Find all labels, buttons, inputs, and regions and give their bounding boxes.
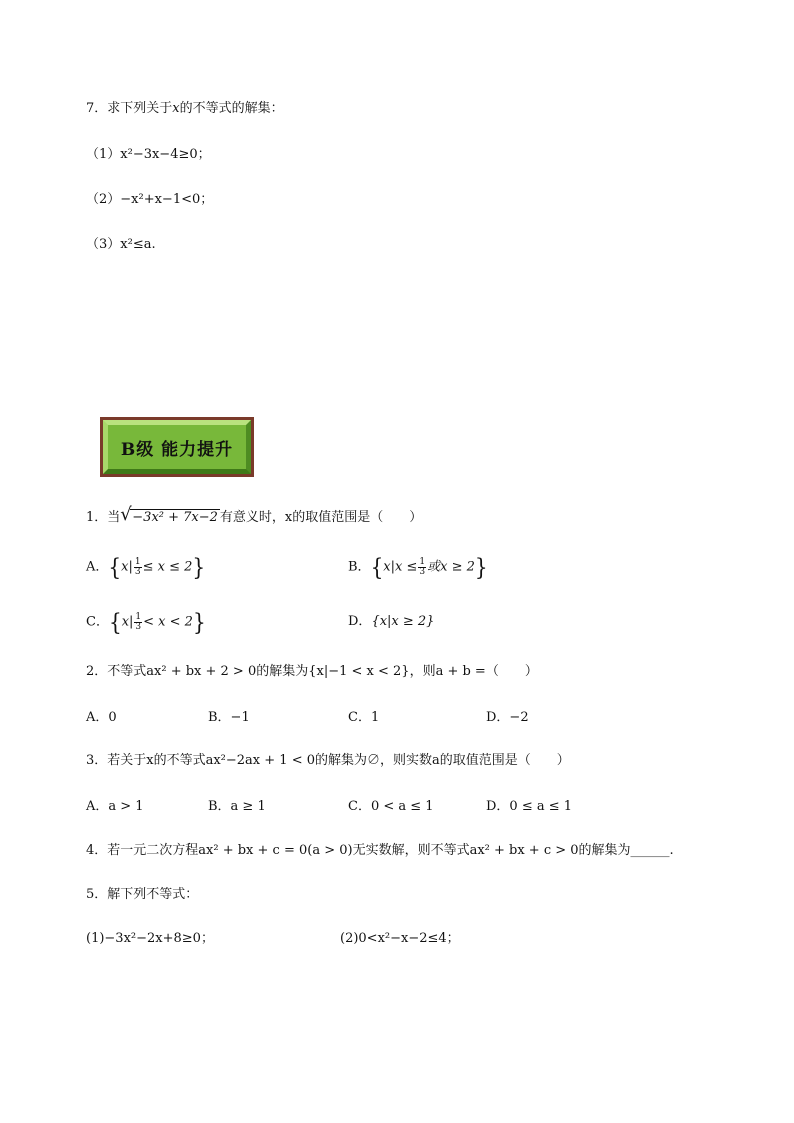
sqrt-sign xyxy=(120,504,220,528)
section-badge xyxy=(100,417,254,477)
b1-radicand: −3x² + 7x−2 xyxy=(132,510,218,525)
b1-option-a-label: A． xyxy=(86,559,109,575)
b1-option-b-post: 或x ≥ 2 xyxy=(427,559,475,575)
fraction xyxy=(134,613,142,632)
b3-option-d: D．0 ≤ a ≤ 1 xyxy=(486,799,573,814)
q7-part-1: （1）x²−3x−4≥0； xyxy=(86,147,211,162)
b1-option-b-label: B． xyxy=(348,559,371,575)
b5-part-2: (2)0<x²−x−2≤4； xyxy=(340,931,460,946)
b5-stem: 5．解下列不等式： xyxy=(86,887,199,902)
right-brace-icon: } xyxy=(192,553,206,581)
fraction-num: 1 xyxy=(134,556,141,567)
fraction-num: 1 xyxy=(135,611,142,622)
right-brace-icon: } xyxy=(192,608,206,636)
b1-option-c-pre: x| xyxy=(121,614,134,630)
b2-option-a: A．0 xyxy=(86,710,117,725)
q7-part-2: （2）−x²+x−1<0； xyxy=(86,192,214,207)
b1-option-d xyxy=(348,612,434,632)
b1-option-c-post: < x < 2 xyxy=(143,614,193,630)
b1-option-b-pre: x|x ≤ xyxy=(383,559,418,575)
b1-stem xyxy=(86,504,423,528)
b2-option-c: C．1 xyxy=(348,710,380,725)
b5-part-1: (1)−3x²−2x+8≥0； xyxy=(86,931,214,946)
b1-option-c xyxy=(86,608,206,636)
fraction xyxy=(134,558,142,577)
b1-option-c-label: C． xyxy=(86,614,109,630)
b1-option-a xyxy=(86,553,206,581)
b2-option-b: B．−1 xyxy=(208,710,250,725)
b3-option-c: C．0 < a ≤ 1 xyxy=(348,799,434,814)
b2-option-d: D．−2 xyxy=(486,710,529,725)
q7-title xyxy=(86,99,284,119)
section-badge-text: B级 能力提升 xyxy=(120,439,234,460)
q7-title-pre: 7．求下列关于 xyxy=(86,101,173,116)
q7-title-post: 的不等式的解集： xyxy=(179,101,284,116)
b1-option-a-post: ≤ x ≤ 2 xyxy=(142,559,193,575)
fraction-den: 3 xyxy=(135,621,142,632)
b1-stem-pre: 1．当 xyxy=(86,510,121,525)
q7-part-3: （3）x²≤a. xyxy=(86,237,156,252)
b3-stem: 3．若关于x的不等式ax²−2ax + 1 < 0的解集为∅，则实数a的取值范围是（ ） xyxy=(86,753,570,768)
fraction xyxy=(418,558,426,577)
b1-option-d-label: D． xyxy=(348,614,372,629)
b3-option-b: B．a ≥ 1 xyxy=(208,799,266,814)
radical-icon: √ xyxy=(120,504,132,525)
b4-stem: 4．若一元二次方程ax² + bx + c = 0(a > 0)无实数解，则不等式ax² + bx + c > 0的解集为______. xyxy=(86,843,674,858)
b1-option-d-text: {x|x ≥ 2} xyxy=(371,614,435,629)
section-badge-inner xyxy=(103,420,251,474)
b1-option-a-pre: x| xyxy=(121,559,133,575)
right-brace-icon: } xyxy=(474,553,488,581)
left-brace-icon: { xyxy=(108,608,122,636)
b3-option-a: A．a > 1 xyxy=(86,799,144,814)
fraction-num: 1 xyxy=(419,556,426,567)
b1-stem-post: 有意义时，x的取值范围是（ ） xyxy=(219,510,423,525)
fraction-den: 3 xyxy=(134,566,141,577)
q7-title-var: x xyxy=(172,101,180,116)
fraction-den: 3 xyxy=(419,566,426,577)
left-brace-icon: { xyxy=(108,553,122,581)
left-brace-icon: { xyxy=(370,553,384,581)
b1-option-b xyxy=(348,553,488,581)
b2-stem: 2．不等式ax² + bx + 2 > 0的解集为{x|−1 < x < 2}，则a + b =（ ） xyxy=(86,664,538,679)
